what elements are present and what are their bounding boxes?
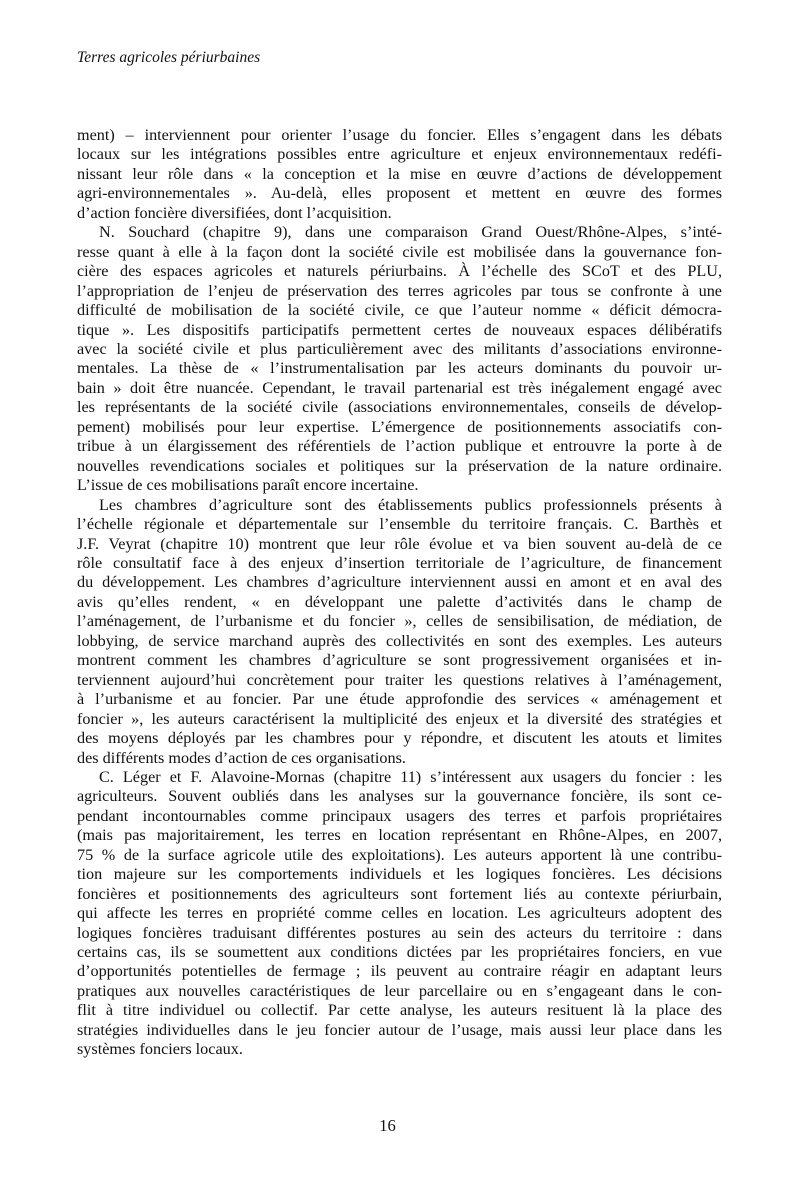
text-line: ment) – interviennent pour orienter l’usage du foncier. Elles s’engagent dans les débats	[77, 126, 722, 144]
text-line: montrent comment les chambres d’agriculture se sont progressivement organisées et in-	[77, 651, 722, 670]
text-line: logiques foncières traduisant différentes postures au sein des acteurs du territoire : dans	[77, 923, 722, 942]
text-line: agri-environnementales ». Au-delà, elles proposent et mettent en œuvre des formes	[77, 184, 722, 203]
text-line: pement) mobilisés pour leur expertise. L’émergence de positionnements associatifs con-	[77, 417, 722, 436]
paragraph	[77, 768, 722, 1060]
text-line: flit à titre individuel ou collectif. Par cette analyse, les auteurs resituent là la place des	[77, 1001, 722, 1020]
text-line: tique ». Les dispositifs participatifs permettent certes de nouveaux espaces délibératifs	[77, 320, 722, 339]
text-line: du développement. Les chambres d’agriculture interviennent aussi en amont et en aval des	[77, 573, 722, 592]
text-line: 75 % de la surface agricole utile des exploitations). Les auteurs apportent là une contribu-	[77, 845, 722, 864]
page-number: 16	[379, 1116, 396, 1135]
text-line: des différents modes d’action de ces organisations.	[77, 748, 406, 767]
paragraph	[77, 496, 722, 768]
text-line: J.F. Veyrat (chapitre 10) montrent que leur rôle évolue et va bien souvent au-delà de ce	[77, 534, 722, 553]
paragraph	[77, 126, 722, 223]
text-line: systèmes fonciers locaux.	[77, 1040, 243, 1059]
text-line: qui affecte les terres en propriété comme celles en location. Les agriculteurs adoptent des	[77, 904, 722, 923]
text-line: L’issue de ces mobilisations paraît encore incertaine.	[77, 476, 419, 495]
text-line: certains cas, ils se soumettent aux conditions dictées par les propriétaires fonciers, en vue	[77, 943, 722, 962]
text-line: foncier », les auteurs caractérisent la multiplicité des enjeux et la diversité des stratégies et	[77, 709, 722, 728]
text-line: pratiques aux nouvelles caractéristiques de leur parcellaire ou en s’engageant dans le con-	[77, 981, 722, 1000]
text-line: des moyens déployés par les chambres pour y répondre, et discutent les atouts et limites	[77, 729, 722, 748]
text-line: à l’urbanisme et au foncier. Par une étude approfondie des services « aménagement et	[77, 690, 722, 709]
text-line: (mais pas majoritairement, les terres en location représentant en Rhône-Alpes, en 2007,	[77, 826, 722, 845]
text-line: agriculteurs. Souvent oubliés dans les analyses sur la gouvernance foncière, ils sont ce-	[77, 787, 722, 806]
text-line: rôle consultatif face à des enjeux d’insertion territoriale de l’agriculture, de financement	[77, 553, 722, 572]
text-line: pendant incontournables comme principaux usagers des terres et parfois propriétaires	[77, 806, 722, 825]
body-text	[77, 126, 722, 1060]
text-line: l’échelle régionale et départementale sur l’ensemble du territoire français. C. Barthès et	[77, 515, 722, 534]
text-line: Les chambres d’agriculture sont des établissements publics professionnels présents à	[99, 495, 722, 514]
paragraph	[77, 223, 722, 495]
text-line: stratégies individuelles dans le jeu foncier autour de l’usage, mais aussi leur place dans les	[77, 1020, 722, 1039]
text-line: resse quant à elle à la façon dont la société civile est mobilisée dans la gouvernance fon-	[77, 242, 722, 261]
text-line: locaux sur les intégrations possibles entre agriculture et enjeux environnementaux redéfi-	[77, 145, 722, 164]
text-line: foncières et positionnements des agriculteurs sont fortement liés au contexte périurbain,	[77, 884, 722, 903]
text-line: terviennent aujourd’hui concrètement pour traiter les questions relatives à l’aménagement,	[77, 670, 722, 689]
text-line: d’opportunités potentielles de fermage ; ils peuvent au contraire réagir en adaptant leurs	[77, 962, 722, 981]
text-line: mentales. La thèse de « l’instrumentalisation par les acteurs dominants du pouvoir ur-	[77, 359, 722, 378]
text-line: nissant leur rôle dans « la conception et la mise en œuvre d’actions de développement	[77, 164, 722, 183]
text-line: N. Souchard (chapitre 9), dans une comparaison Grand Ouest/Rhône-Alpes, s’inté-	[99, 223, 722, 242]
text-line: tion majeure sur les comportements individuels et les logiques foncières. Les décisions	[77, 865, 722, 884]
text-line: avis qu’elles rendent, « en développant une palette d’activités dans le champ de	[77, 592, 722, 611]
text-line: l’aménagement, de l’urbanisme et du foncier », celles de sensibilisation, de médiation, de	[77, 612, 722, 631]
text-line: d’action foncière diversifiées, dont l’acquisition.	[77, 203, 392, 222]
running-header: Terres agricoles périurbaines	[77, 49, 261, 66]
text-line: nouvelles revendications sociales et politiques sur la préservation de la nature ordinaire.	[77, 456, 722, 475]
text-line: l’appropriation de l’enjeu de préservation des terres agricoles par tous se confronte à une	[77, 281, 722, 300]
text-line: bain » doit être nuancée. Cependant, le travail partenarial est très inégalement engagé avec	[77, 378, 722, 397]
text-line: tribue à un élargissement des référentiels de l’action publique et entrouvre la porte à de	[77, 437, 722, 456]
text-line: avec la société civile et plus particulièrement avec des militants d’associations environne-	[77, 339, 722, 358]
text-line: lobbying, de service marchand auprès des collectivités en sont des exemples. Les auteurs	[77, 631, 722, 650]
text-line: difficulté de mobilisation de la société civile, ce que l’auteur nomme « déficit démocra-	[77, 301, 722, 320]
text-line: cière des espaces agricoles et naturels périurbains. À l’échelle des SCoT et des PLU,	[77, 262, 722, 281]
text-line: les représentants de la société civile (associations environnementales, conseils de dévelop-	[77, 398, 722, 417]
text-line: C. Léger et F. Alavoine-Mornas (chapitre 11) s’intéressent aux usagers du foncier : les	[99, 767, 722, 786]
